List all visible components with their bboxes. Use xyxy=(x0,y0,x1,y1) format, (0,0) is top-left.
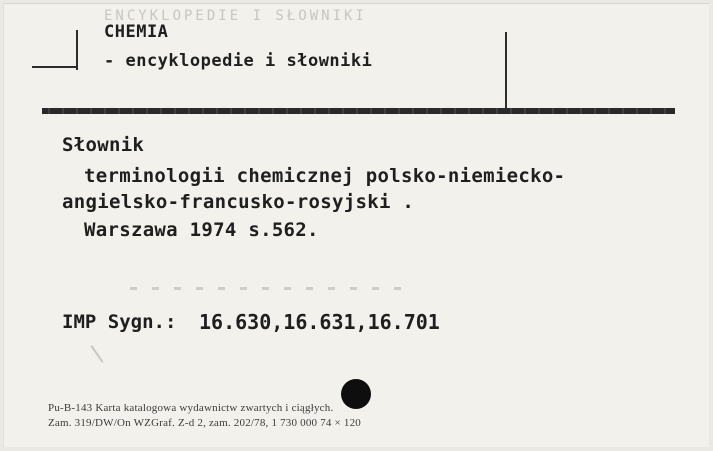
right-divider-line xyxy=(505,32,507,110)
category-subtitle: - encyklopedie i słowniki xyxy=(104,51,373,71)
category-title: CHEMIA xyxy=(104,22,169,42)
faded-overprint-text: ENCYKLOPEDIE I SŁOWNIKI xyxy=(104,8,367,24)
header-rule xyxy=(42,108,675,114)
footer-line-1: Pu-B-143 Karta katalogowa wydawnictw zwartych i ciągłych. xyxy=(48,402,334,414)
entry-line-4: Warszawa 1974 s.562. xyxy=(84,219,319,241)
entry-line-2: terminologii chemicznej polsko-niemiecko- xyxy=(84,165,566,187)
left-corner-horizontal-line xyxy=(32,66,78,68)
footer-line-2: Zam. 319/DW/On WZGraf. Z-d 2, zam. 202/78, 1 730 000 74 × 120 xyxy=(48,417,362,429)
faint-dotted-line xyxy=(130,287,410,290)
entry-line-1: Słownik xyxy=(62,134,145,156)
left-corner-vertical-line xyxy=(76,30,78,70)
signature-label: IMP Sygn.: xyxy=(62,311,177,333)
signature-value: 16.630,16.631,16.701 xyxy=(199,310,440,334)
punch-hole xyxy=(341,379,371,409)
entry-line-3: angielsko-francusko-rosyjski . xyxy=(62,191,415,213)
